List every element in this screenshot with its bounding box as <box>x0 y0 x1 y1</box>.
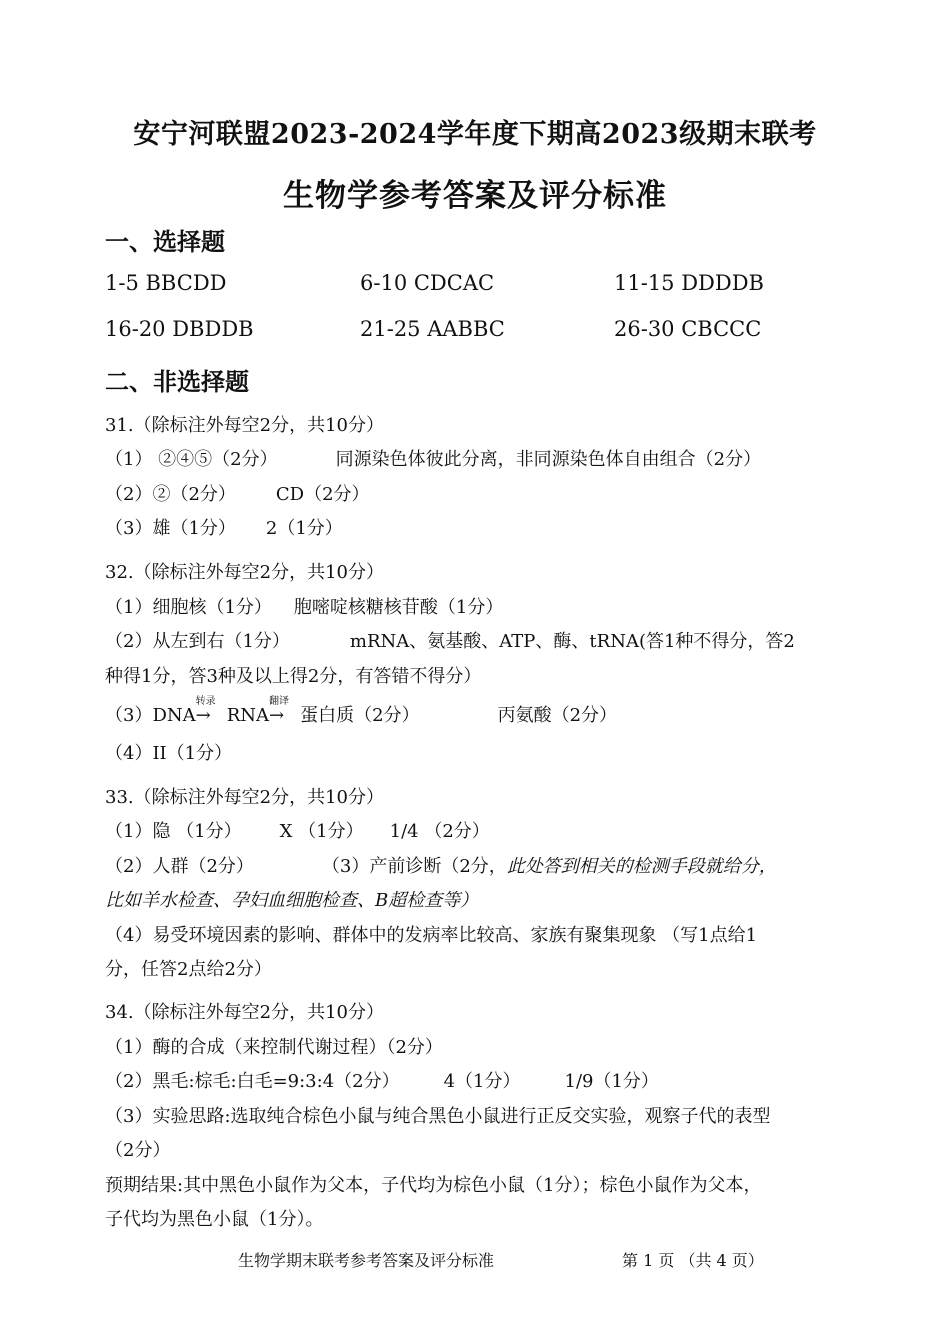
q34-line3: （3）实验思路:选取纯合棕色小鼠与纯合黑色小鼠进行正反交实验，观察子代的表型 <box>105 1106 771 1127</box>
q34-line1: （1）酶的合成（来控制代谢过程）（2分） <box>105 1037 443 1058</box>
mc-answer-1-5: 1-5 BBCDD <box>105 271 227 295</box>
q32-line1 <box>105 596 503 620</box>
q32-answer1: （1）细胞核（1分） <box>105 597 272 618</box>
q33-line2 <box>105 855 777 879</box>
q32-header: 32.（除标注外每空2分，共10分） <box>105 562 384 583</box>
q34-line3-cont: （2分） <box>105 1140 171 1161</box>
q31-answer1b: 同源染色体彼此分离，非同源染色体自由组合（2分） <box>335 449 762 470</box>
footer-page-number: 第 1 页 （共 4 页） <box>622 1251 764 1270</box>
q32-answer2b: mRNA、氨基酸、ATP、酶、tRNA(答1种不得分，答2 <box>349 631 795 652</box>
q34-answer2: （2）黑毛:棕毛:白毛=9:3:4（2分） <box>105 1071 400 1092</box>
q32-rna: RNA <box>226 705 270 726</box>
q32-line2 <box>105 630 795 654</box>
q33-line1 <box>105 820 490 844</box>
q31-answer3: （3）雄（1分） <box>105 518 236 539</box>
q34-line2 <box>105 1070 659 1094</box>
translation-arrow: 翻译 → <box>269 704 284 728</box>
transcription-arrow: 转录 → <box>196 704 211 728</box>
translation-label: 翻译 <box>269 696 290 707</box>
q34-line4-cont: 子代均为黑色小鼠（1分）。 <box>105 1209 324 1230</box>
q34-answer2c: 1/9（1分） <box>564 1071 659 1092</box>
q33-answer1b: X （1分） <box>279 821 364 842</box>
q33-answer1: （1）隐 （1分） <box>105 821 242 842</box>
q33-header: 33.（除标注外每空2分，共10分） <box>105 787 384 808</box>
q32-answer1b: 胞嘧啶核糖核苷酸（1分） <box>293 597 504 618</box>
q31-line3 <box>105 517 343 541</box>
section-heading-choice: 一、选择题 <box>105 227 225 256</box>
q33-line3: （4）易受环境因素的影响、群体中的发病率比较高、家族有聚集现象 （写1点给1 <box>105 925 758 946</box>
q34-header: 34.（除标注外每空2分，共10分） <box>105 1002 384 1023</box>
q31-answer2b: CD（2分） <box>275 484 370 505</box>
q32-answer3b: 丙氨酸（2分） <box>497 705 618 726</box>
document-title: 生物学参考答案及评分标准 <box>283 178 667 214</box>
q34-answer2b: 4（1分） <box>443 1071 521 1092</box>
mc-answer-6-10: 6-10 CDCAC <box>360 271 495 295</box>
q32-protein: 蛋白质（2分） <box>300 705 420 726</box>
footer-doc-title: 生物学期末联考参考答案及评分标准 <box>238 1251 495 1270</box>
q34-line4: 预期结果:其中黑色小鼠作为父本，子代均为棕色小鼠（1分）；棕色小鼠作为父本， <box>105 1175 762 1196</box>
exam-title: 安宁河联盟2023-2024学年度下期高2023级期末联考 <box>133 119 817 150</box>
q32-line3 <box>105 696 618 728</box>
mc-answer-11-15: 11-15 DDDDB <box>614 271 764 295</box>
q31-answer2: （2）②（2分） <box>105 484 236 505</box>
q31-header: 31.（除标注外每空2分，共10分） <box>105 415 384 436</box>
q33-answer3-note: 此处答到相关的检测手段就给分， <box>506 856 777 877</box>
q31-answer1: （1） ②④⑤（2分） <box>105 449 278 470</box>
q32-line4: （4）II（1分） <box>105 743 233 764</box>
q33-line3-cont: 分，任答2点给2分） <box>105 959 272 980</box>
transcription-label: 转录 <box>195 696 216 707</box>
q32-answer2: （2）从左到右（1分） <box>105 631 290 652</box>
section-heading-nonchoice: 二、非选择题 <box>105 367 249 396</box>
q31-answer3b: 2（1分） <box>265 518 343 539</box>
q33-answer1c: 1/4 （2分） <box>389 821 490 842</box>
q31-line1 <box>105 448 761 472</box>
q32-dna: （3）DNA <box>105 705 196 726</box>
q31-line2 <box>105 483 370 507</box>
q33-answer2: （2）人群（2分） <box>105 856 254 877</box>
q32-line2-cont: 种得1分，答3种及以上得2分，有答错不得分） <box>105 666 482 687</box>
mc-answer-26-30: 26-30 CBCCC <box>614 317 762 341</box>
q33-line2-cont: 比如羊水检查、孕妇血细胞检查、B超检查等） <box>105 890 479 911</box>
mc-answer-21-25: 21-25 AABBC <box>360 317 505 341</box>
q33-answer3: （3）产前诊断（2分， <box>321 856 507 877</box>
mc-answer-16-20: 16-20 DBDDB <box>105 317 254 341</box>
